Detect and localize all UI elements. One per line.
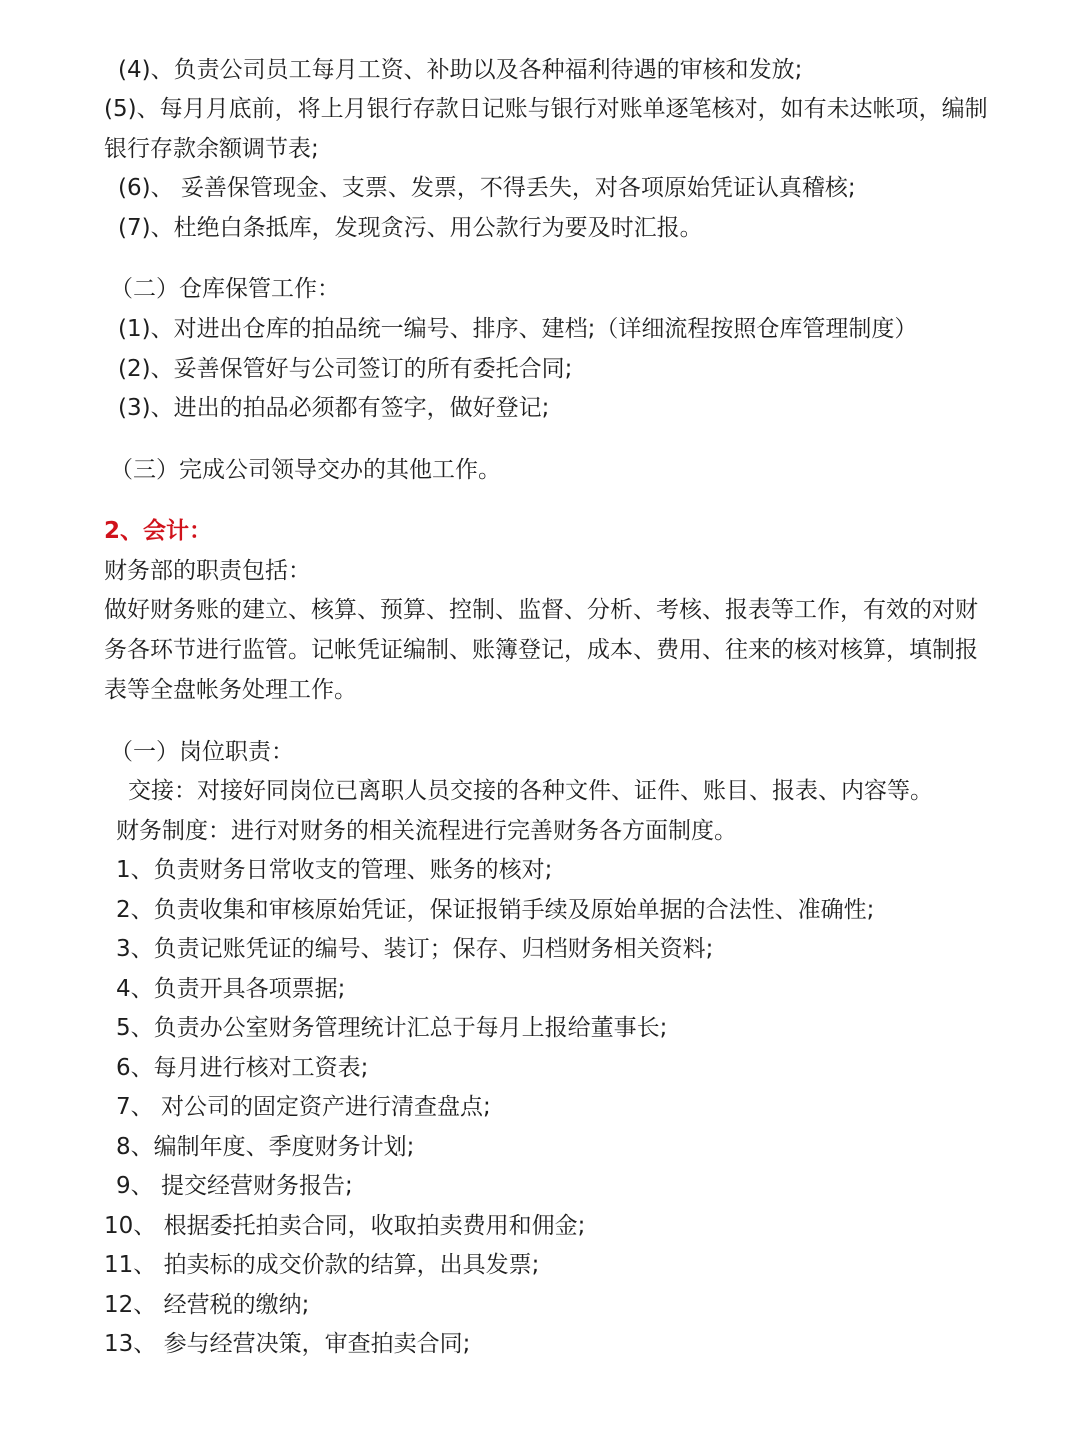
warehouse-item-2: (2)、妥善保管好与公司签订的所有委托合同; [118,356,573,382]
duty-item-7: 7、 对公司的固定资产进行清查盘点; [116,1094,491,1120]
duty-item-12: 12、 经营税的缴纳; [104,1292,310,1318]
warehouse-item-3: (3)、进出的拍品必须都有签字，做好登记; [118,395,550,421]
other-work-title: （三）完成公司领导交办的其他工作。 [110,457,501,483]
duty-financial-system: 财务制度：进行对财务的相关流程进行完善财务各方面制度。 [116,818,737,844]
duty-item-9: 9、 提交经营财务报告; [116,1173,353,1199]
cashier-item-5-cont: 银行存款余额调节表; [104,136,319,162]
duty-item-4: 4、负责开具各项票据; [116,976,346,1002]
accountant-desc-line-1: 做好财务账的建立、核算、预算、控制、监督、分析、考核、报表等工作，有效的对财 [104,597,978,623]
accountant-heading: 2、会计： [104,518,213,544]
cashier-item-5: (5)、每月月底前，将上月银行存款日记账与银行对账单逐笔核对，如有未达帐项，编制 [104,96,988,122]
accountant-desc-line-3: 表等全盘帐务处理工作。 [104,677,357,703]
cashier-item-4: (4)、负责公司员工每月工资、补助以及各种福利待遇的审核和发放; [118,57,803,83]
warehouse-item-1: (1)、对进出仓库的拍品统一编号、排序、建档;（详细流程按照仓库管理制度） [118,316,918,342]
duty-item-1: 1、负责财务日常收支的管理、账务的核对; [116,857,553,883]
warehouse-title: （二）仓库保管工作： [110,276,340,302]
accountant-intro: 财务部的职责包括： [104,558,311,584]
cashier-item-6: (6)、 妥善保管现金、支票、发票，不得丢失，对各项原始凭证认真稽核; [118,175,856,201]
duty-handover: 交接：对接好同岗位已离职人员交接的各种文件、证件、账目、报表、内容等。 [128,778,933,804]
duty-item-8: 8、编制年度、季度财务计划; [116,1134,415,1160]
duty-item-11: 11、 拍卖标的成交价款的结算，出具发票; [104,1252,540,1278]
cashier-item-7: (7)、杜绝白条抵库，发现贪污、用公款行为要及时汇报。 [118,215,703,241]
duty-item-2: 2、负责收集和审核原始凭证，保证报销手续及原始单据的合法性、准确性; [116,897,875,923]
duty-item-13: 13、 参与经营决策，审查拍卖合同; [104,1331,471,1357]
duty-item-10: 10、 根据委托拍卖合同，收取拍卖费用和佣金; [104,1213,586,1239]
duties-title: （一）岗位职责： [110,739,294,765]
duty-item-6: 6、每月进行核对工资表; [116,1055,369,1081]
duty-item-5: 5、负责办公室财务管理统计汇总于每月上报给董事长; [116,1015,668,1041]
duty-item-3: 3、负责记账凭证的编号、装订；保存、归档财务相关资料; [116,936,714,962]
accountant-desc-line-2: 务各环节进行监管。记帐凭证编制、账簿登记，成本、费用、往来的核对核算，填制报 [104,637,978,663]
